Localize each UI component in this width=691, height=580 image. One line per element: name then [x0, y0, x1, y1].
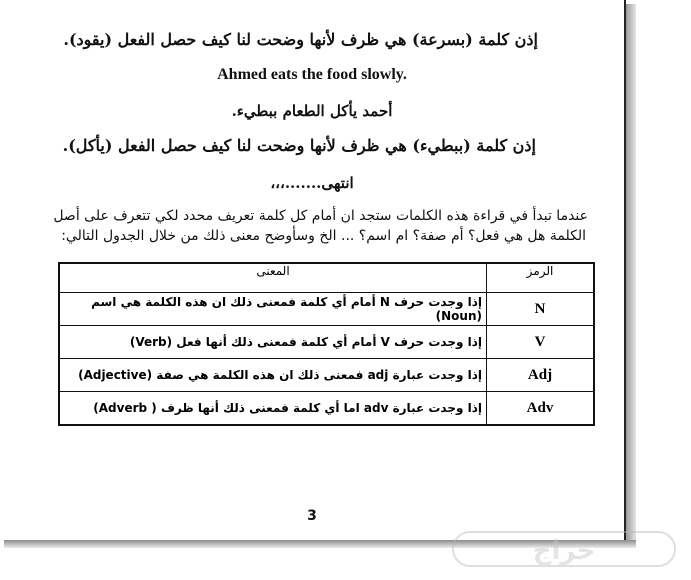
table-row: [59, 293, 594, 326]
row-symbol: Adj: [487, 359, 595, 392]
row-meaning: إذا وجدت عبارة adj فمعنى ذلك ان هذه الكلمة هي صفة (Adjective): [59, 359, 487, 392]
row-meaning: إذا وجدت حرف V أمام أي كلمة فمعنى ذلك أنها فعل (Verb): [59, 326, 487, 359]
explanation-line-1: إذن كلمة (بسرعة) هي ظرف لأنها وضحت لنا كيف حصل الفعل (يقود).: [63, 30, 538, 49]
english-example-sentence: Ahmed eats the food slowly.: [217, 66, 407, 83]
header-meaning: المعنى: [59, 263, 487, 293]
row-symbol: Adv: [487, 392, 595, 426]
table-row: [59, 392, 594, 426]
row-meaning: إذا وجدت حرف N أمام أي كلمة فمعنى ذلك ان هذه الكلمة هي اسم (Noun): [59, 293, 487, 326]
row-meaning: إذا وجدت عبارة adv اما أي كلمة فمعنى ذلك أنها ظرف ( Adverb): [59, 392, 487, 426]
page-shadow-right: [626, 4, 636, 544]
end-marker: انتهى.......،،،: [270, 174, 354, 192]
intro-paragraph-line-2: الكلمة هل هي فعل؟ أم صفة؟ ام اسم؟ ... الخ وسأوضح معنى ذلك من خلال الجدول التالي:: [61, 228, 586, 244]
intro-paragraph-line-1: عندما تبدأ في قراءة هذه الكلمات ستجد ان أمام كل كلمة تعريف محدد لكي تتعرف على أصل: [53, 208, 588, 224]
row-symbol: N: [487, 293, 595, 326]
svg-text:حراج: حراج: [532, 536, 596, 566]
arabic-example-sentence: أحمد يأكل الطعام ببطيء.: [231, 102, 393, 120]
header-symbol: الرمز: [487, 263, 595, 293]
haraj-watermark-logo: [449, 526, 679, 572]
page-number: 3: [307, 508, 317, 524]
table-row: [59, 326, 594, 359]
table-header-row: [59, 263, 594, 293]
row-symbol: V: [487, 326, 595, 359]
table-row: [59, 359, 594, 392]
explanation-line-2: إذن كلمة (ببطيء) هي ظرف لأنها وضحت لنا كيف حصل الفعل (يأكل).: [62, 136, 536, 155]
symbols-table: [58, 262, 595, 426]
